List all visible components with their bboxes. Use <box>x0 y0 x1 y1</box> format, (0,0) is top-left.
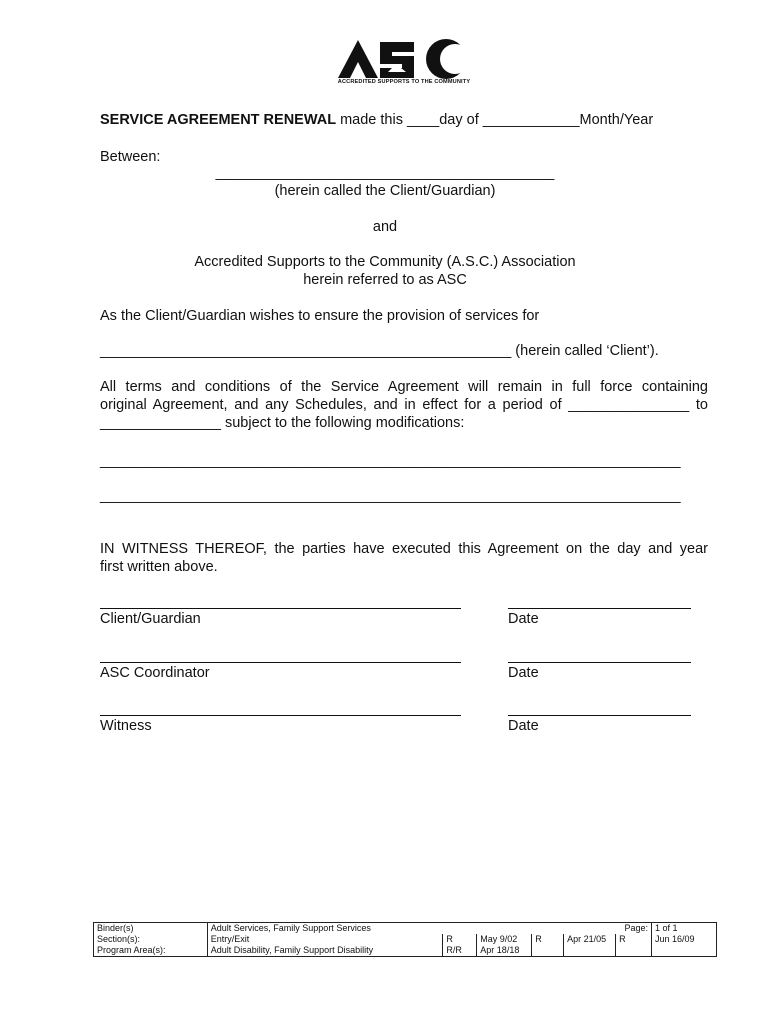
table-row <box>94 923 717 935</box>
document-control-table <box>93 922 717 957</box>
modification-line: ________________________________________________________________________ <box>100 453 681 469</box>
client-name-blank: __________________________________________ <box>215 165 555 181</box>
agreement-heading <box>100 111 653 129</box>
program-area-label: Program Area(s): <box>94 945 208 957</box>
org-name: Accredited Supports to the Community (A.S.C.) Association <box>194 254 576 270</box>
logo-tagline: ACCREDITED SUPPORTS TO THE COMMUNITY <box>337 79 471 85</box>
revision-date: Apr 21/05 <box>564 934 616 945</box>
and-label: and <box>372 219 398 235</box>
client-guardian-label: Client/Guardian <box>100 611 201 627</box>
binder-value: Adult Services, Family Support Services <box>207 923 443 935</box>
agreement-date-clause: made this ____day of ____________Month/Year <box>336 112 654 128</box>
client-date-label: Date <box>508 611 539 627</box>
page-code: R <box>616 934 652 945</box>
section-label: Section(s): <box>94 934 208 945</box>
asc-coordinator-label: ASC Coordinator <box>100 665 210 681</box>
provision-text: As the Client/Guardian wishes to ensure the provision of services for <box>100 308 540 324</box>
client-guardian-note: (herein called the Client/Guardian) <box>274 183 496 199</box>
client-date-line <box>508 608 691 609</box>
witness-clause-line-2: first written above. <box>100 559 218 575</box>
program-area-value: Adult Disability, Family Support Disability <box>207 945 443 957</box>
coordinator-date-line <box>508 662 691 663</box>
coordinator-signature-line <box>100 662 461 663</box>
org-referred: herein referred to as ASC <box>303 272 467 288</box>
terms-line-2: original Agreement, and any Schedules, and in effect for a period of _______________ to <box>100 397 708 413</box>
table-row <box>94 934 717 945</box>
coordinator-date-label: Date <box>508 665 539 681</box>
witness-clause-line-1: IN WITNESS THEREOF, the parties have executed this Agreement on the day and year <box>100 541 708 557</box>
program-rev-code: R/R <box>443 945 477 957</box>
witness-date-line <box>508 715 691 716</box>
section-value: Entry/Exit <box>207 934 443 945</box>
binder-label: Binder(s) <box>94 923 208 935</box>
page-value: 1 of 1 <box>652 923 717 935</box>
table-row <box>94 945 717 957</box>
terms-line-3: _______________ subject to the following modifications: <box>100 415 465 431</box>
between-label: Between: <box>100 149 161 165</box>
witness-signature-line <box>100 715 461 716</box>
program-date: Apr 18/18 <box>477 945 532 957</box>
terms-line-1: All terms and conditions of the Service Agreement will remain in full force containing <box>100 379 708 395</box>
client-signature-line <box>100 608 461 609</box>
section-date: May 9/02 <box>477 934 532 945</box>
page-label: Page: <box>616 923 652 935</box>
page-date: Jun 16/09 <box>652 934 717 945</box>
section-rev-code: R <box>443 934 477 945</box>
witness-label: Witness <box>100 718 152 734</box>
revision-code: R <box>532 934 564 945</box>
witness-date-label: Date <box>508 718 539 734</box>
client-blank-line: ___________________________________________________ (herein called ‘Client’). <box>100 343 659 359</box>
modification-line: ________________________________________________________________________ <box>100 488 681 504</box>
agreement-title: SERVICE AGREEMENT RENEWAL <box>100 112 337 128</box>
